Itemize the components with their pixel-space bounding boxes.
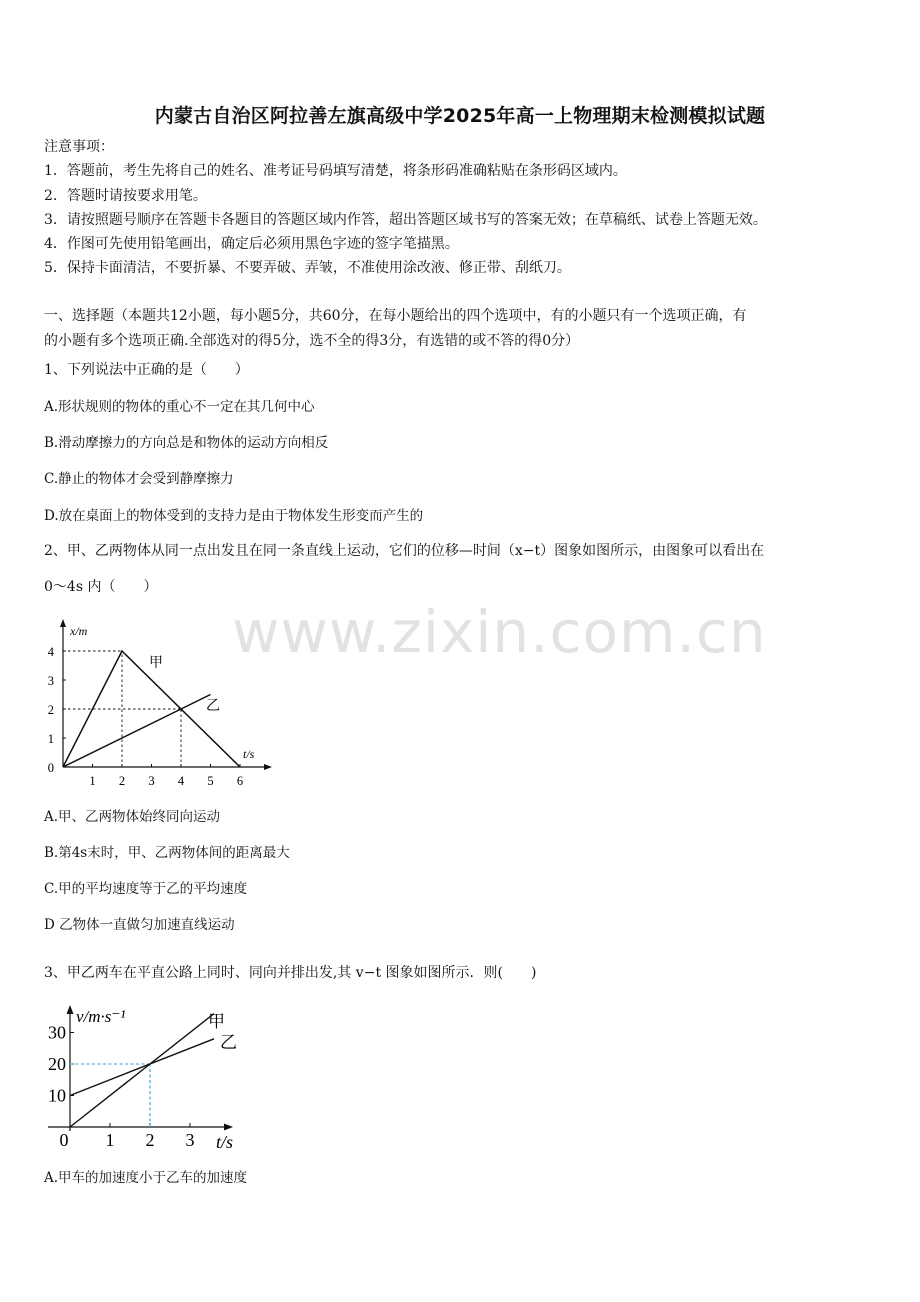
series-label-2: 乙 [206, 699, 220, 714]
q2-option-b: B.第4s末时，甲、乙两物体间的距离最大 [44, 845, 290, 861]
x-tick-label: 3 [148, 774, 155, 788]
notice-item: 4．作图可先使用铅笔画出，确定后必须用黑色字迹的签字笔描黑。 [44, 236, 459, 252]
y-tick-label: 0 [47, 761, 54, 775]
series-line-2 [70, 1039, 214, 1096]
notice-item: 3．请按照题号顺序在答题卡各题目的答题区域内作答，超出答题区域书写的答案无效；在草稿纸、试卷上答题无效。 [44, 212, 767, 228]
page-title: 内蒙古自治区阿拉善左旗高级中学2025年高一上物理期末检测模拟试题 [154, 105, 766, 127]
q2-option-d: D 乙物体一直做匀加速直线运动 [44, 917, 235, 933]
q2-stem-line2: 0～4s 内（ ） [44, 579, 158, 595]
q1-option-d: D.放在桌面上的物体受到的支持力是由于物体发生形变而产生的 [44, 508, 424, 524]
notice-heading: 注意事项： [44, 139, 114, 155]
y-tick-label: 2 [47, 703, 54, 717]
y-axis-label: v/m·s⁻¹ [76, 1007, 126, 1026]
notice-item: 2．答题时请按要求用笔。 [44, 188, 207, 204]
y-axis-arrow [67, 1005, 74, 1014]
notice-item: 1．答题前，考生先将自己的姓名、准考证号码填写清楚，将条形码准确粘贴在条形码区域内。 [44, 163, 627, 179]
x-tick-label: 3 [185, 1130, 195, 1150]
x-tick-label: 0 [59, 1130, 69, 1150]
x-tick-label: 1 [105, 1130, 115, 1150]
q1-option-a: A.形状规则的物体的重心不一定在其几何中心 [44, 399, 315, 415]
q3-stem: 3、甲乙两车在平直公路上同时、同向并排出发,其 v−t 图象如图所示．则( ) [44, 965, 537, 981]
x-tick-label: 2 [118, 774, 126, 788]
q2-option-c: C.甲的平均速度等于乙的平均速度 [44, 881, 248, 897]
series-line-2 [63, 695, 211, 768]
y-tick-label: 30 [48, 1022, 66, 1043]
x-tick-label: 4 [177, 774, 185, 788]
watermark: www.zixin.com.cn [232, 598, 767, 666]
x-tick-label: 2 [145, 1130, 155, 1150]
section-heading-line2: 的小题有多个选项正确.全部选对的得5分，选不全的得3分，有选错的或不答的得0分） [44, 333, 580, 349]
y-tick-label: 3 [47, 674, 54, 688]
y-tick-label: 10 [48, 1085, 66, 1106]
series-label-1: 甲 [149, 656, 163, 671]
series-label-1: 甲 [208, 1012, 225, 1031]
x-tick-label: 1 [89, 774, 96, 788]
y-tick-label: 4 [47, 645, 54, 659]
q2-stem-line1: 2、甲、乙两物体从同一点出发且在同一条直线上运动，它们的位移—时间（x−t）图象如图所示，由图象可以看出在 [44, 543, 765, 559]
notice-item: 5．保持卡面清洁，不要折暴、不要弄破、弄皱，不准使用涂改液、修正带、刮纸刀。 [44, 260, 571, 276]
x-tick-label: 5 [207, 774, 214, 788]
y-axis-label: x/m [70, 624, 88, 638]
x-axis-arrow [264, 764, 272, 770]
x-axis-label: t/s [243, 747, 255, 761]
q2-option-a: A.甲、乙两物体始终同向运动 [44, 809, 221, 825]
x-tick-label: 6 [236, 774, 244, 788]
q1-stem: 1、下列说法中正确的是（ ） [44, 362, 249, 378]
q3-vt-chart [40, 1002, 260, 1154]
q1-option-b: B.滑动摩擦力的方向总是和物体的运动方向相反 [44, 435, 329, 451]
q2-xt-chart [40, 615, 280, 795]
series-label-2: 乙 [220, 1033, 237, 1052]
y-axis-arrow [60, 619, 66, 627]
q3-option-a: A.甲车的加速度小于乙车的加速度 [44, 1170, 248, 1186]
y-tick-label: 1 [47, 732, 54, 746]
x-axis-label: t/s [216, 1132, 234, 1152]
section-heading-line1: 一、选择题（本题共12小题，每小题5分，共60分，在每小题给出的四个选项中，有的小题只有一个选项正确，有 [44, 308, 747, 324]
y-tick-label: 20 [48, 1054, 66, 1074]
series-line-1 [70, 1014, 214, 1127]
x-axis-arrow [224, 1124, 233, 1131]
q1-option-c: C.静止的物体才会受到静摩擦力 [44, 471, 234, 487]
